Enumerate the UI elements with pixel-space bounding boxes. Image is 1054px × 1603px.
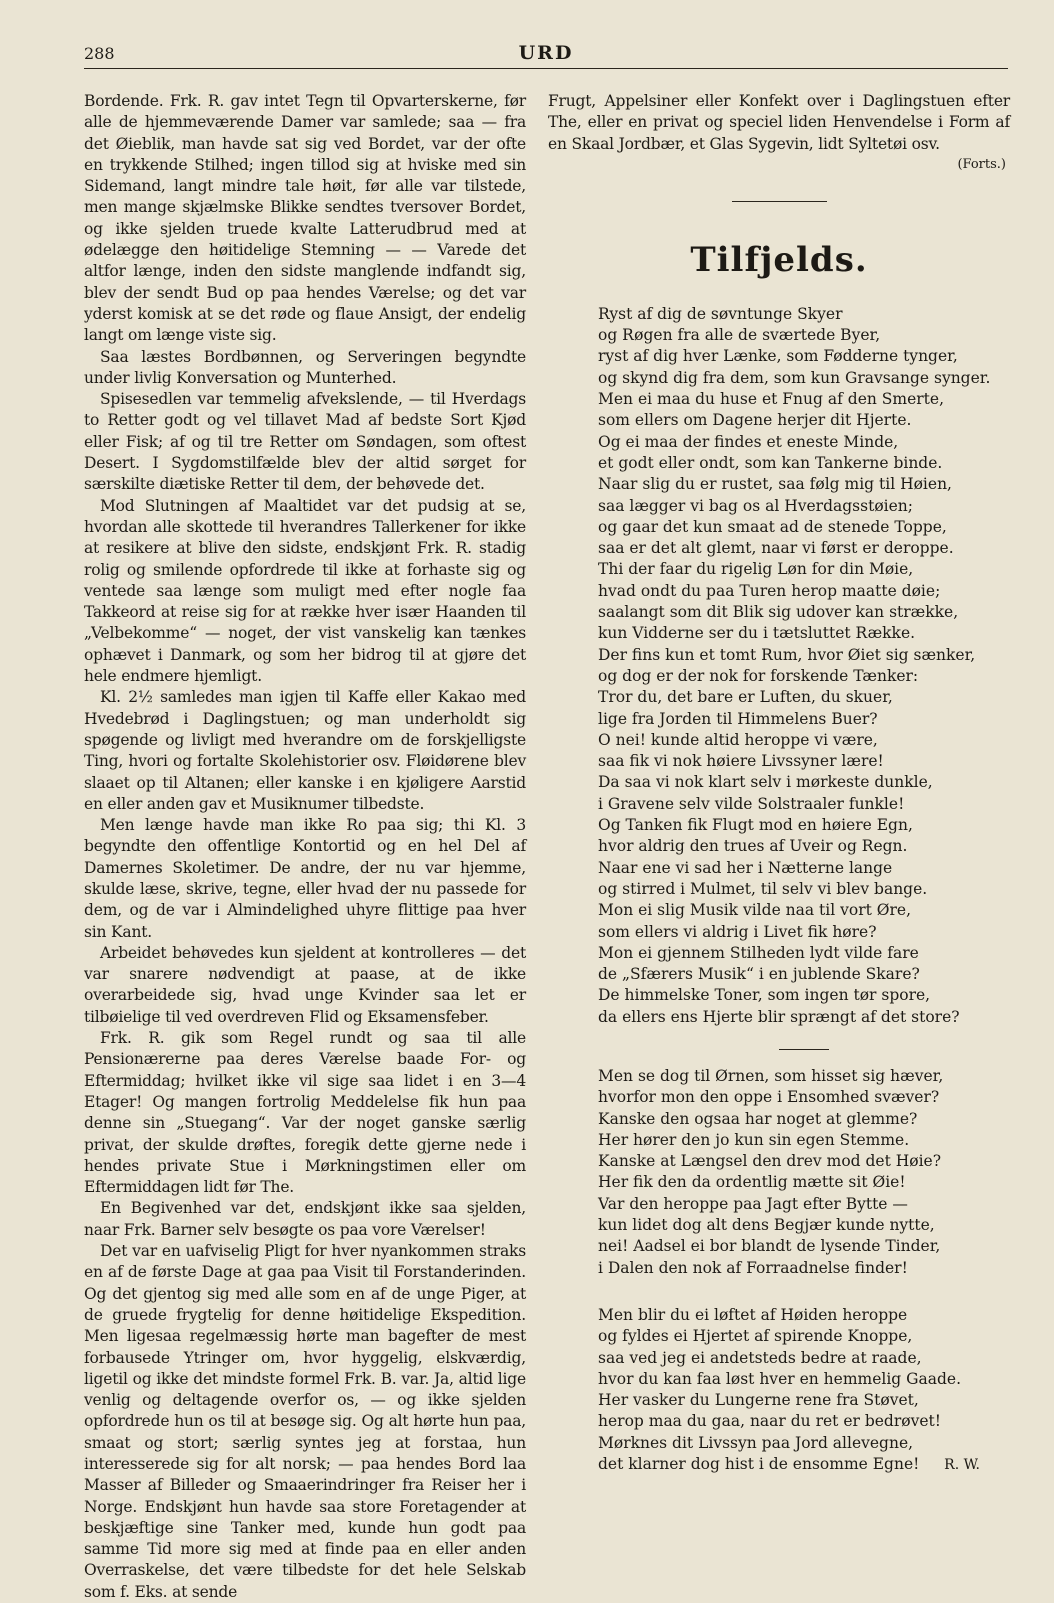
poem-line: Her vasker du Lungerne rene fra Støvet,	[598, 1391, 919, 1410]
poem-line: Naar ene vi sad her i Nætterne lange	[598, 858, 893, 877]
poem-line: Der fins kun et tomt Rum, hvor Øiet sig sænker,	[598, 645, 976, 664]
poem-line: kun Vidderne ser du i tætsluttet Række.	[598, 624, 916, 643]
paragraph: Mod Slutningen af Maaltidet var det pudsig at se, hvordan alle skottede til hverandres Tallerkener for ikke at resikere at blive den sidste, endskjønt Frk. R. stadig rolig og smilende opfordrede til ikke at forhaste sig og ventede saa længe som muligt med efter nogle faa Takkeord at reise sig for at række hver især Haanden til „Velbekomme“ — noget, der vist vanskelig kan tænkes ophævet i Danmark, og som her bidrog til at gjøre det hele endmere hjemligt.	[84, 496, 526, 686]
poem-line: og skynd dig fra dem, som kun Gravsange synger.	[598, 368, 991, 387]
poem-line: saalangt som dit Blik sig udover kan strække,	[598, 603, 959, 622]
poem-line: Da saa vi nok klart selv i mørkeste dunkle,	[598, 773, 933, 792]
poem-line: Men se dog til Ørnen, som hisset sig hæver,	[598, 1066, 944, 1085]
poem-line: de „Sfærers Musik“ i en jublende Skare?	[598, 965, 920, 984]
poem-line: saa fik vi nok høiere Livssyner lære!	[598, 752, 884, 771]
poem-line: Ryst af dig de søvntunge Skyer	[598, 304, 843, 323]
paragraph: Frk. R. gik som Regel rundt og saa til alle Pensionærerne paa deres Værelse baade For- og Eftermiddag; hvilket ikke vil sige saa lidet i en 3—4 Etager! Og mangen fortrolig Meddelelse fik hun paa denne sin „Stuegang“. Var der noget ganske særlig privat, der skulde drøftes, foregik dette gjerne nede i hendes private Stue i Mørkningstimen eller om Eftermiddagen lidt før The.	[84, 1029, 526, 1197]
poem-line: og dog er der nok for forskende Tænker:	[598, 666, 919, 685]
poem-line: Mørknes dit Livssyn paa Jord allevegne,	[598, 1433, 914, 1452]
page-header	[84, 44, 1008, 68]
poem-line: og stirred i Mulmet, til selv vi blev bange.	[598, 879, 928, 898]
poem-line: og Røgen fra alle de sværtede Byer,	[598, 326, 881, 345]
poem-line: Og Tanken fik Flugt mod en høiere Egn,	[598, 816, 913, 835]
poem-line: Men blir du ei løftet af Høiden heroppe	[598, 1305, 908, 1324]
poem-line: det klarner dog hist i de ensomme Egne!	[598, 1455, 920, 1474]
poem-line: i Dalen den nok af Forraadnelse finder!	[598, 1258, 908, 1277]
poem-line: og gaar det kun smaat ad de stenede Toppe,	[598, 517, 947, 536]
paragraph: Saa læstes Bordbønnen, og Serveringen begyndte under livlig Konversation og Munterhed.	[84, 347, 526, 387]
poem-line: De himmelske Toner, som ingen tør spore,	[598, 986, 931, 1005]
poem-line: Var den heroppe paa Jagt efter Bytte —	[598, 1194, 908, 1213]
paragraph: Men længe havde man ikke Ro paa sig; thi Kl. 3 begyndte den offentlige Kontortid og en hel Del af Damernes Skoletimer. De andre, der nu var hjemme, skulde læse, skrive, tegne, eller hvad der nu passede for dem, og de var i Almindelighed uhyre flittige paa hver sin Kant.	[84, 816, 526, 941]
poem-line: og fyldes ei Hjertet af spirende Knoppe,	[598, 1327, 913, 1346]
poem-stanza	[598, 1305, 1010, 1475]
poem-line: Kanske den ogsaa har noget at glemme?	[598, 1109, 918, 1128]
poem-line: nei! Aadsel ei bor blandt de lysende Tinder,	[598, 1237, 941, 1256]
poem-line: Og ei maa der findes et eneste Minde,	[598, 432, 899, 451]
poem-title: Tilfjelds.	[690, 239, 868, 280]
poem-line: som ellers om Dagene herjer dit Hjerte.	[598, 411, 912, 430]
poem-stanza	[598, 1066, 1010, 1279]
poem-line: lige fra Jorden til Himmelens Buer?	[598, 709, 878, 728]
poem-line: Mon ei slig Musik vilde naa til vort Øre,	[598, 901, 911, 920]
poem-line: Naar slig du er rustet, saa følg mig til Høien,	[598, 475, 952, 494]
poem-line: Mon ei gjennem Stilheden lydt vilde fare	[598, 943, 919, 962]
header-rule	[84, 68, 1008, 69]
poem-line: Tror du, det bare er Luften, du skuer,	[598, 688, 893, 707]
poem-line: Her fik den da ordentlig mætte sit Øie!	[598, 1173, 906, 1192]
right-column	[548, 91, 1010, 1475]
poem-line: Thi der faar du rigelig Løn for din Møie,	[598, 560, 914, 579]
poem-line: hvor du kan faa løst hver en hemmelig Gaade.	[598, 1369, 962, 1388]
poem-line: hvad ondt du paa Turen herop maatte døie;	[598, 581, 941, 600]
poem-line: Kanske at Længsel den drev mod det Høie?	[598, 1152, 942, 1171]
poem-stanza	[598, 304, 1010, 1028]
stanza-divider	[779, 1049, 829, 1050]
paragraph: Spisesedlen var temmelig afvekslende, — til Hverdags to Retter godt og vel tillavet Mad af bedste Sort Kjød eller Fisk; af og til tre Retter om Søndagen, som oftest Desert. I Sygdomstilfælde blev der altid sørget for særskilte diætiske Retter til dem, der behøvede det.	[84, 390, 526, 494]
poem-line: Her hører den jo kun sin egen Stemme.	[598, 1130, 910, 1149]
continuation-paragraph: Frugt, Appelsiner eller Konfekt over i Daglingstuen efter The, eller en privat og speciel liden Henvendelse i Form af en Skaal Jordbær, et Glas Sygevin, lidt Syltetøi osv.	[548, 92, 1010, 153]
poem-line: hvorfor mon den oppe i Ensomhed svæver?	[598, 1088, 940, 1107]
poem-line: et godt eller ondt, som kan Tankerne binde.	[598, 453, 943, 472]
signature: R. W.	[944, 1457, 980, 1474]
paragraph: Arbeidet behøvedes kun sjeldent at kontrolleres — det var snarere nødvendigt at paase, at de ikke overarbeidede sig, hvad unge Kvinder saa let er tilbøielige til ved overdreven Flid og Eksamensfeber.	[84, 943, 526, 1026]
poem-line: kun lidet dog alt dens Begjær kunde nytte,	[598, 1216, 935, 1235]
page-number: 288	[84, 44, 115, 63]
poem-line: hvor aldrig den trues af Uveir og Regn.	[598, 837, 908, 856]
poem-line: saa lægger vi bag os al Hverdagsstøien;	[598, 496, 913, 515]
poem-line: saa er det alt glemt, naar vi først er deroppe.	[598, 539, 954, 558]
paragraph: Bordende. Frk. R. gav intet Tegn til Opvarterskerne, før alle de hjemmeværende Damer var samlede; saa — fra det Øieblik, man havde sat sig ved Bordet, var der ofte en trykkende Stilhed; ingen tillod sig at hviske med sin Sidemand, langt mindre tale høit, før alle var tilstede, men mange skjælmske Blikke sendtes tversover Bordet, og ikke sjelden truede kvalte Latterudbrud med at ødelægge den høitidelige Stemning — — Varede det altfor længe, inden den sidste manglende indfandt sig, blev der sendt Bud op paa hendes Værelse; og det var yderst komisk at se det røde og flaue Ansigt, der endelig langt om længe viste sig.	[84, 92, 526, 345]
poem-line: som ellers vi aldrig i Livet fik høre?	[598, 922, 877, 941]
paragraph: Det var en uafviselig Pligt for hver nyankommen straks en af de første Dage at gaa paa Visit til Forstanderinden. Og det gjentog sig med alle som en af de unge Piger, at de gruede frygtelig for denne høitidelige Ekspedition. Men ligesaa regelmæssig hørte man bagefter de mest forbausede Ytringer om, hvor hyggelig, elskværdig, ligetil og ikke det mindste formel Frk. B. var. Ja, altid lige venlig og deltagende overfor os, — og ikke sjelden opfordrede hun os til at besøge sig. Og alt hørte hun paa, smaat og stort; særlig syntes jeg at forstaa, hun interesserede sig for alt norsk; — paa hendes Bord laa Masser af Billeder og Smaaerindringer fra Reiser her i Norge. Endskjønt hun havde saa store Foretagender at beskjæftige sine Tanker med, kunde hun godt paa samme Tid more sig med at finde paa en eller anden Overraskelse, det være tilbedste for det hele Selskab som f. Eks. at sende	[84, 1242, 526, 1601]
poem-line: i Gravene selv vilde Solstraaler funkle!	[598, 794, 905, 813]
poem-line: da ellers ens Hjerte blir sprængt af det store?	[598, 1007, 960, 1026]
journal-title: URD	[518, 42, 574, 64]
poem-line: herop maa du gaa, naar du ret er bedrøvet!	[598, 1412, 941, 1431]
paragraph: Kl. 2½ samledes man igjen til Kaffe eller Kakao med Hvedebrød i Daglingstuen; og man underholdt sig spøgende og livligt med hverandre om de forskjelligste Ting, hvori og fortalte Skolehistorier osv. Fløidørene blev slaaet op til Altanen; eller kanske i en kjøligere Aarstid en eller anden gav et Musiknumer tilbedste.	[84, 688, 526, 813]
poem-line: ryst af dig hver Lænke, som Fødderne tynger,	[598, 347, 958, 366]
section-divider	[732, 201, 827, 202]
poem-line: O nei! kunde altid heroppe vi være,	[598, 730, 878, 749]
left-column	[84, 91, 526, 1603]
poem-line: saa ved jeg ei andetsteds bedre at raade,	[598, 1348, 922, 1367]
continued-note: (Forts.)	[957, 156, 1006, 172]
poem-body	[598, 304, 1010, 1475]
stanza-gap	[598, 1279, 1010, 1305]
paragraph: En Begivenhed var det, endskjønt ikke saa sjelden, naar Frk. Barner selv besøgte os paa vore Værelser!	[84, 1199, 526, 1239]
poem-line: Men ei maa du huse et Fnug af den Smerte,	[598, 390, 945, 409]
